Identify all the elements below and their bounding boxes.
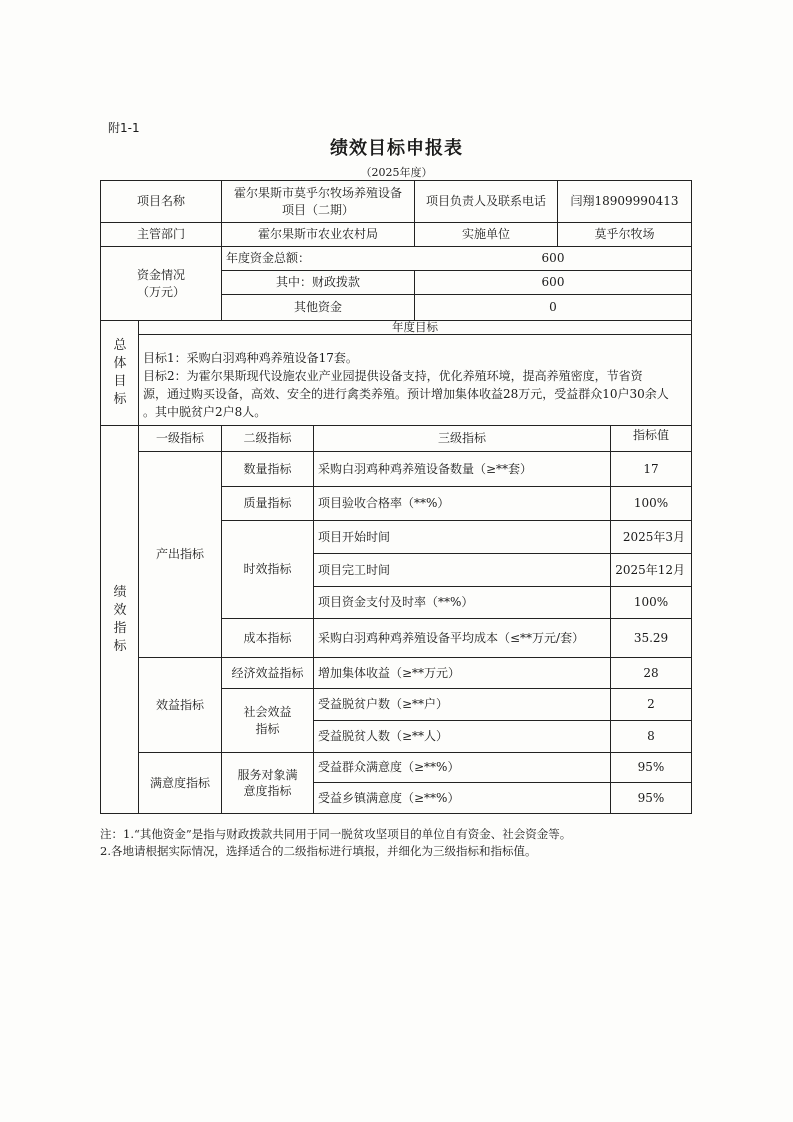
level3-row-value: 2025年3月 — [622, 529, 685, 544]
level3-row-name: 采购白羽鸡种鸡养殖设备平均成本（≤**万元/套） — [318, 630, 585, 645]
impl-label: 实施单位 — [461, 227, 510, 242]
level3-row-value: 2025年12月 — [615, 562, 685, 577]
goal-line: 。其中脱贫户2户8人。 — [143, 405, 267, 419]
project-name-value: 霍尔果斯市莫乎尔牧场养殖设备项目（二期） — [233, 186, 402, 217]
level3-row-name: 项目完工时间 — [318, 562, 391, 577]
level3-row-name: 受益脱贫户数（≥**户） — [318, 697, 449, 712]
goals-side-label: 总体目标 — [113, 337, 127, 408]
level3-row-value: 95% — [637, 790, 665, 805]
level3-row-name: 受益群众满意度（≥**%） — [318, 760, 460, 775]
level1-benefit: 效益指标 — [155, 697, 204, 712]
level2-quality: 质量指标 — [243, 496, 292, 511]
funds-fiscal-label: 其中：财政拨款 — [275, 275, 360, 290]
funds-fiscal-value: 600 — [541, 275, 565, 290]
level3-row-name: 增加集体收益（≥**万元） — [318, 665, 461, 680]
contact-label: 项目负责人及联系电话 — [425, 194, 546, 209]
level3-row-value: 17 — [643, 461, 659, 476]
goals-text — [143, 349, 691, 421]
level3-row-value: 28 — [643, 665, 659, 680]
level2-timeliness: 时效指标 — [243, 562, 292, 577]
level3-row-name: 受益乡镇满意度（≥**%） — [318, 790, 460, 805]
col-level3-header: 三级指标 — [437, 431, 486, 446]
level3-row-value: 100% — [633, 595, 669, 610]
dept-value: 霍尔果斯市农业农村局 — [257, 227, 378, 242]
funds-total-label: 年度资金总额： — [226, 251, 311, 266]
footnote-2: 2.各地请根据实际情况，选择适合的二级指标进行填报，并细化为三级指标和指标值。 — [100, 844, 537, 858]
footnotes — [100, 826, 571, 860]
footnote-1: 注：1.“其他资金”是指与财政拨款共同用于同一脱贫攻坚项目的单位自有资金、社会资金等。 — [100, 827, 572, 841]
funds-other-value: 0 — [549, 300, 557, 315]
attachment-label: 附1-1 — [108, 121, 140, 135]
project-name-label: 项目名称 — [136, 194, 185, 209]
goal-line: 源，通过购买设备，高效、安全的进行禽类养殖。预计增加集体收益28万元，受益群众10户30余人 — [143, 387, 669, 401]
level3-row-value: 8 — [647, 729, 655, 744]
level2-social: 社会效益指标 — [243, 705, 292, 736]
goal-line: 目标2：为霍尔果斯现代设施农业产业园提供设备支持，优化养殖环境，提高养殖密度，节省资 — [143, 369, 643, 383]
funds-label: 资金情况（万元） — [136, 268, 185, 299]
goals-header: 年度目标 — [392, 319, 438, 334]
impl-value: 莫乎尔牧场 — [594, 227, 655, 242]
dept-label: 主管部门 — [136, 227, 185, 242]
level2-economic: 经济效益指标 — [231, 665, 304, 680]
level3-row-name: 受益脱贫人数（≥**人） — [318, 729, 449, 744]
indicators-side-label: 绩效指标 — [113, 584, 127, 655]
level3-row-name: 采购白羽鸡种鸡养殖设备数量（≥**套） — [318, 461, 533, 476]
level3-row-value: 35.29 — [633, 630, 669, 645]
level3-row-name: 项目验收合格率（**%） — [318, 496, 450, 511]
level3-row-value: 100% — [633, 496, 669, 511]
level2-quantity: 数量指标 — [243, 461, 292, 476]
goal-line: 目标1：采购白羽鸡种鸡养殖设备17套。 — [143, 351, 358, 365]
funds-other-label: 其他资金 — [293, 300, 342, 315]
level1-output: 产出指标 — [155, 547, 204, 562]
form-year: （2025年度） — [360, 166, 433, 179]
col-value-header: 指标值 — [632, 428, 669, 443]
level3-row-value: 95% — [637, 760, 665, 775]
form-title: 绩效目标申报表 — [330, 138, 463, 159]
level3-row-name: 项目资金支付及时率（**%） — [318, 595, 474, 610]
level2-cost: 成本指标 — [243, 630, 292, 645]
level3-row-value: 2 — [647, 697, 655, 712]
funds-total-value: 600 — [541, 251, 565, 266]
level3-row-name: 项目开始时间 — [318, 529, 391, 544]
contact-value: 闫翔18909990413 — [570, 194, 679, 209]
col-level2-header: 二级指标 — [243, 431, 292, 446]
level1-satisfaction: 满意度指标 — [149, 775, 210, 790]
col-level1-header: 一级指标 — [155, 431, 204, 446]
level2-service: 服务对象满意度指标 — [237, 767, 298, 798]
